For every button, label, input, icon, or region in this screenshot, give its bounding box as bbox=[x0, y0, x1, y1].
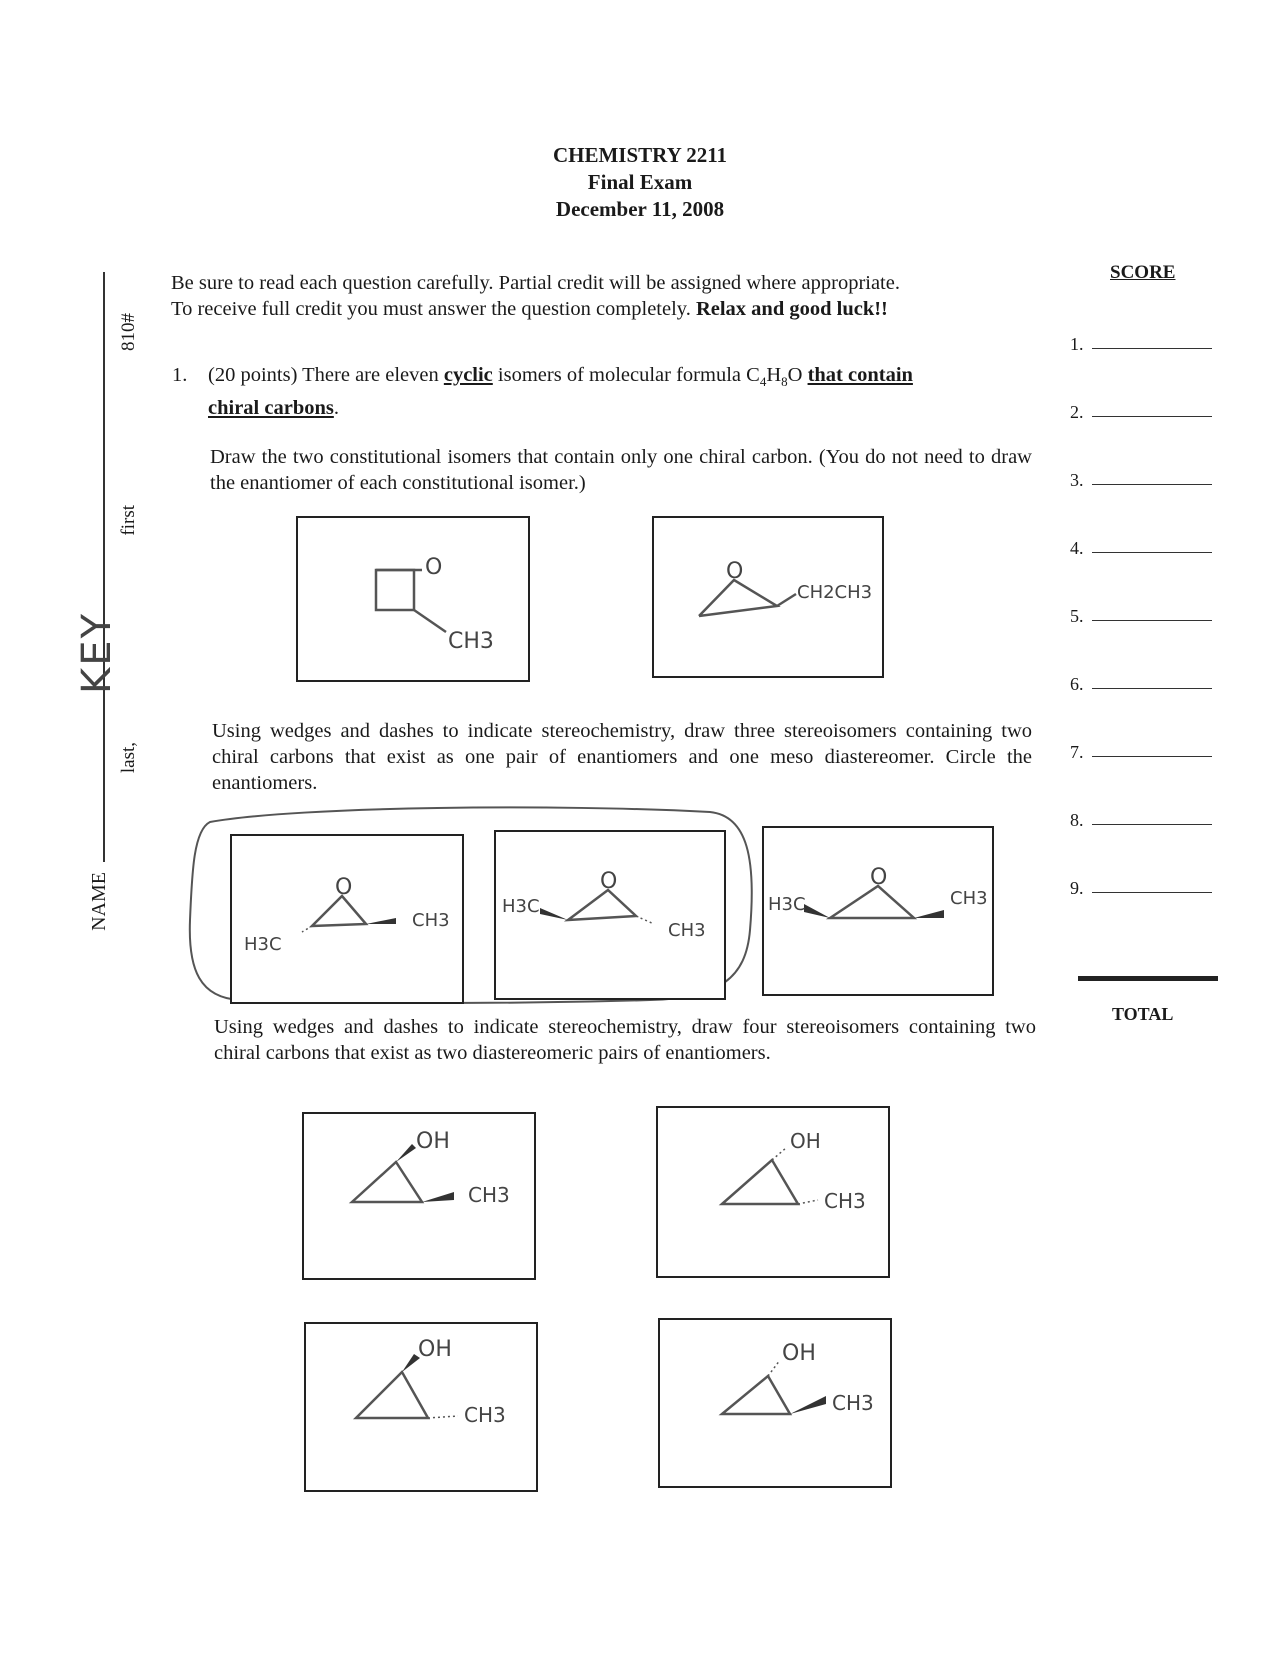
enantiomer-1-drawing bbox=[232, 836, 462, 1002]
svg-text:OH: OH bbox=[416, 1129, 450, 1154]
svg-text:OH: OH bbox=[782, 1341, 816, 1366]
answer-box-c4 bbox=[658, 1318, 892, 1488]
answer-box-a1 bbox=[296, 516, 530, 682]
name-label: NAME bbox=[88, 872, 110, 931]
svg-text:H3C: H3C bbox=[502, 896, 540, 917]
svg-text:H3C: H3C bbox=[244, 934, 282, 955]
svg-text:CH3: CH3 bbox=[448, 629, 494, 654]
name-line bbox=[103, 272, 105, 862]
answer-box-c1 bbox=[302, 1112, 536, 1280]
score-item-label: 2. bbox=[1070, 402, 1084, 422]
id-label: 810# bbox=[118, 313, 139, 351]
score-item-label: 7. bbox=[1070, 742, 1084, 762]
score-blank-line[interactable] bbox=[1092, 892, 1212, 893]
answer-box-b3 bbox=[762, 826, 994, 996]
score-item-label: 9. bbox=[1070, 878, 1084, 898]
svg-text:CH3: CH3 bbox=[412, 910, 450, 931]
svg-text:CH3: CH3 bbox=[468, 1183, 510, 1207]
answer-box-c2 bbox=[656, 1106, 890, 1278]
svg-text:CH3: CH3 bbox=[950, 888, 988, 909]
exam-title: Final Exam bbox=[587, 170, 693, 194]
score-item-label: 1. bbox=[1070, 334, 1084, 354]
enantiomer-2-drawing bbox=[496, 832, 724, 998]
svg-text:O: O bbox=[726, 559, 744, 584]
total-label: TOTAL bbox=[1112, 1004, 1174, 1024]
epoxide-ethyl-drawing bbox=[654, 518, 882, 676]
exam-header bbox=[0, 142, 1280, 223]
last-label: last, bbox=[118, 742, 139, 774]
svg-text:O: O bbox=[600, 869, 618, 894]
svg-text:CH3: CH3 bbox=[824, 1189, 866, 1213]
score-blank-line[interactable] bbox=[1092, 688, 1212, 689]
cyclopropanol-1-drawing bbox=[304, 1114, 534, 1278]
cyclopropanol-3-drawing bbox=[306, 1324, 536, 1490]
answer-box-b1 bbox=[230, 834, 464, 1004]
svg-text:CH3: CH3 bbox=[464, 1403, 506, 1427]
score-item-label: 6. bbox=[1070, 674, 1084, 694]
part-c-text: Using wedges and dashes to indicate stereochemistry, draw four stereoisomers containing two chiral carbons that exist as two diastereomeric pairs of enantiomers. bbox=[214, 1016, 1036, 1064]
total-rule bbox=[1078, 976, 1218, 981]
score-item-label: 5. bbox=[1070, 606, 1084, 626]
svg-text:CH2CH3: CH2CH3 bbox=[797, 582, 873, 603]
first-label: first bbox=[118, 505, 139, 536]
svg-text:OH: OH bbox=[790, 1129, 821, 1153]
exam-date: December 11, 2008 bbox=[555, 197, 725, 221]
score-title: SCORE bbox=[1110, 262, 1176, 283]
name-value: KEY bbox=[74, 612, 120, 694]
score-item-label: 3. bbox=[1070, 470, 1084, 490]
svg-text:O: O bbox=[425, 555, 443, 580]
score-blank-line[interactable] bbox=[1092, 484, 1212, 485]
cyclopropanol-4-drawing bbox=[660, 1320, 890, 1486]
answer-box-c3 bbox=[304, 1322, 538, 1492]
part-b-text: Using wedges and dashes to indicate stereochemistry, draw three stereoisomers containing two chiral carbons that exist as one pair of enantiomers and one meso diastereomer. Circle the enantiomers. bbox=[212, 720, 1032, 794]
score-item-label: 8. bbox=[1070, 810, 1084, 830]
question-number: 1. bbox=[172, 364, 188, 386]
course-title: CHEMISTRY 2211 bbox=[552, 143, 728, 167]
score-blank-line[interactable] bbox=[1092, 756, 1212, 757]
score-blank-line[interactable] bbox=[1092, 824, 1212, 825]
score-blank-line[interactable] bbox=[1092, 552, 1212, 553]
instructions-line2: To receive full credit you must answer the question completely. Relax and good luck!! bbox=[171, 298, 888, 320]
question-statement: (20 points) There are eleven cyclic isomers of molecular formula $C_4H_8O$ that contain chiral carbons. bbox=[208, 364, 913, 420]
part-a-text: Draw the two constitutional isomers that contain only one chiral carbon. (You do not need to draw the enantiomer of each constitutional isomer.) bbox=[210, 446, 1032, 494]
score-item-label: 4. bbox=[1070, 538, 1084, 558]
cyclopropanol-2-drawing bbox=[658, 1108, 888, 1276]
answer-box-a2 bbox=[652, 516, 884, 678]
instructions bbox=[171, 270, 1031, 322]
score-blank-line[interactable] bbox=[1092, 348, 1212, 349]
svg-text:OH: OH bbox=[418, 1337, 452, 1362]
svg-text:O: O bbox=[335, 875, 353, 900]
score-blank-line[interactable] bbox=[1092, 416, 1212, 417]
answer-box-b2 bbox=[494, 830, 726, 1000]
meso-drawing bbox=[764, 828, 992, 994]
svg-text:CH3: CH3 bbox=[668, 920, 706, 941]
score-blank-line[interactable] bbox=[1092, 620, 1212, 621]
svg-text:H3C: H3C bbox=[768, 894, 806, 915]
svg-text:CH3: CH3 bbox=[832, 1391, 874, 1415]
oxetane-drawing bbox=[298, 518, 528, 680]
instructions-line1: Be sure to read each question carefully. Partial credit will be assigned where appropriate. bbox=[171, 272, 900, 294]
svg-text:O: O bbox=[870, 865, 888, 890]
